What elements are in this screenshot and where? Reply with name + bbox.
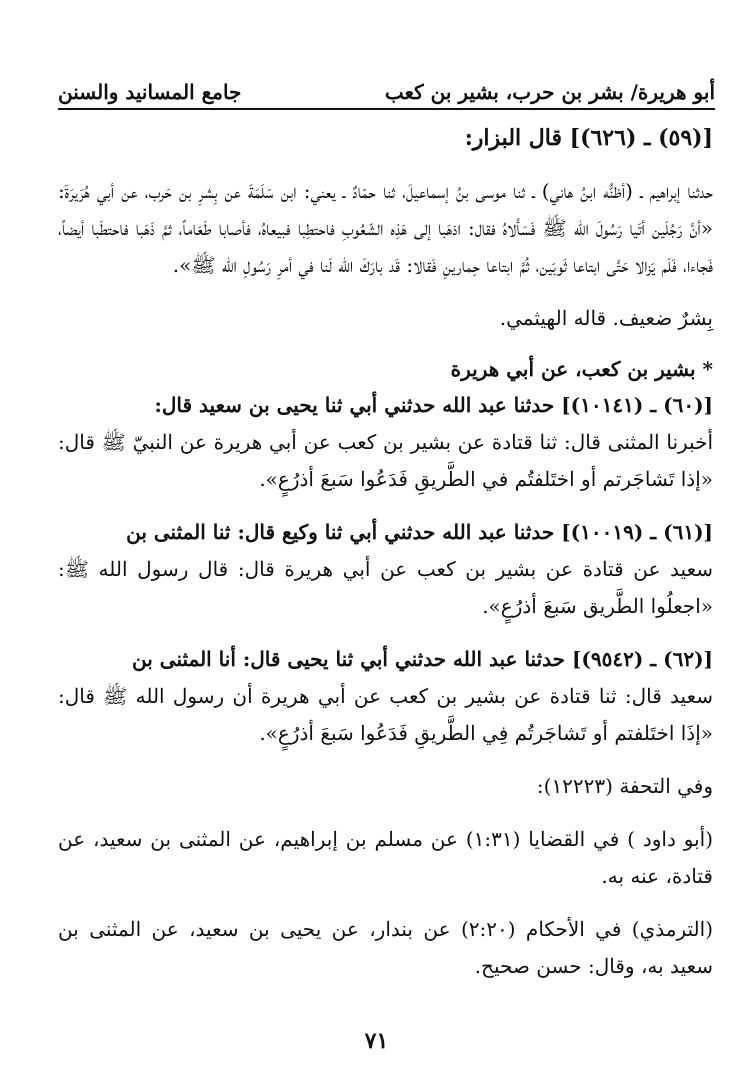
entry-heading: [(٥٩) ـ (٦٢٦)] قال البزار: (464, 125, 713, 151)
section-title: * بشير بن كعب، عن أبي هريرة (450, 357, 713, 381)
entry-text: سعيد قال: ثنا قتادة عن بشير بن كعب عن أبي هريرة أن رسول الله ﷺ قال: «إذَا اختَلفتم أو تَشاجَرتُم فِي الطَّريقِ فَدَعُوا سَبعَ أذرُعٍ». (58, 684, 713, 745)
header-left: جامع المسانيد والسنن (58, 80, 242, 104)
entry-heading: [(٦١) ـ (١٠٠١٩)] حدثنا عبد الله حدثني أبي ثنا وكيع قال: ثنا المثنى بن (126, 520, 713, 544)
entry-text: سعيد عن قتادة عن بشير بن كعب عن أبي هريرة قال: قال رسول الله ﷺ: «اجعلُوا الطَّريق سَبعَ أذرُعٍ». (58, 557, 713, 618)
header-right: أبو هريرة/ بشر بن حرب، بشير بن كعب (384, 80, 715, 104)
tuhfa-line: (أبو داود ) في القضايا (١:٣١) عن مسلم بن إبراهيم، عن المثنى بن سعيد، عن قتادة، عنه به. (58, 827, 713, 888)
page-number: ٧١ (364, 1028, 389, 1054)
entry-text: حدثنا إبراهيم ـ (أظنُّه ابنُ هاني) ـ ثنا موسى بنُ إسماعيلَ، ثنا حمّادٌ ـ يعني: ابن سَلَمَةَ عن بِشرِ بن حَرب، عن أبي هُرَيرَةَ: «أنَّ رَجُلَين أتَيا رَسُولَ الله ﷺ فَسَأَلاهُ فقال: اذهَبا إلى هَذِه الشّعُوبِ فاحتطِبا فبيعاهُ، فأصابا طَعَاماً، ثمَّ ذَهَبا فاحتطَبا أيضاً، فَجاءا، فَلَم يَزالا حَتَّى ابتاعا ثَوبَين، ثُمَّ ابتاعا حِمارينِ فَقالا: قَد بارَكَ الله لَنا في أمرِ رَسُولِ الله ﷺ». (58, 179, 713, 277)
entry-heading: [(٦٢) ـ (٩٥٤٢)] حدثنا عبد الله حدثني أبي ثنا يحيى قال: أنا المثنى بن (132, 647, 713, 671)
header-rule (58, 108, 715, 110)
tuhfa-title: وفي التحفة (١٢٢٢٣): (536, 774, 713, 798)
entry-heading: [(٦٠) ـ (١٠١٤١)] حدثنا عبد الله حدثني أبي ثنا يحيى بن سعيد قال: (154, 393, 713, 417)
entry-note: بِشرٌ ضعيف. قاله الهيثمي. (499, 306, 713, 330)
page-body (58, 122, 713, 985)
entry-text: أخبرنا المثنى قال: ثنا قتادة عن بشير بن كعب عن أبي هريرة عن النبيّ ﷺ قال: «إذا تَشاجَرتم أو اختَلفتُم في الطَّريقِ فَدَعُوا سَبعَ أذرُعٍ». (58, 430, 713, 491)
running-header (58, 70, 715, 104)
tuhfa-line: (الترمذي) في الأحكام (٢:٢٠) عن بندار، عن يحيى بن سعيد، عن المثنى بن سعيد به، وقال: حسن صحيح. (58, 917, 714, 978)
